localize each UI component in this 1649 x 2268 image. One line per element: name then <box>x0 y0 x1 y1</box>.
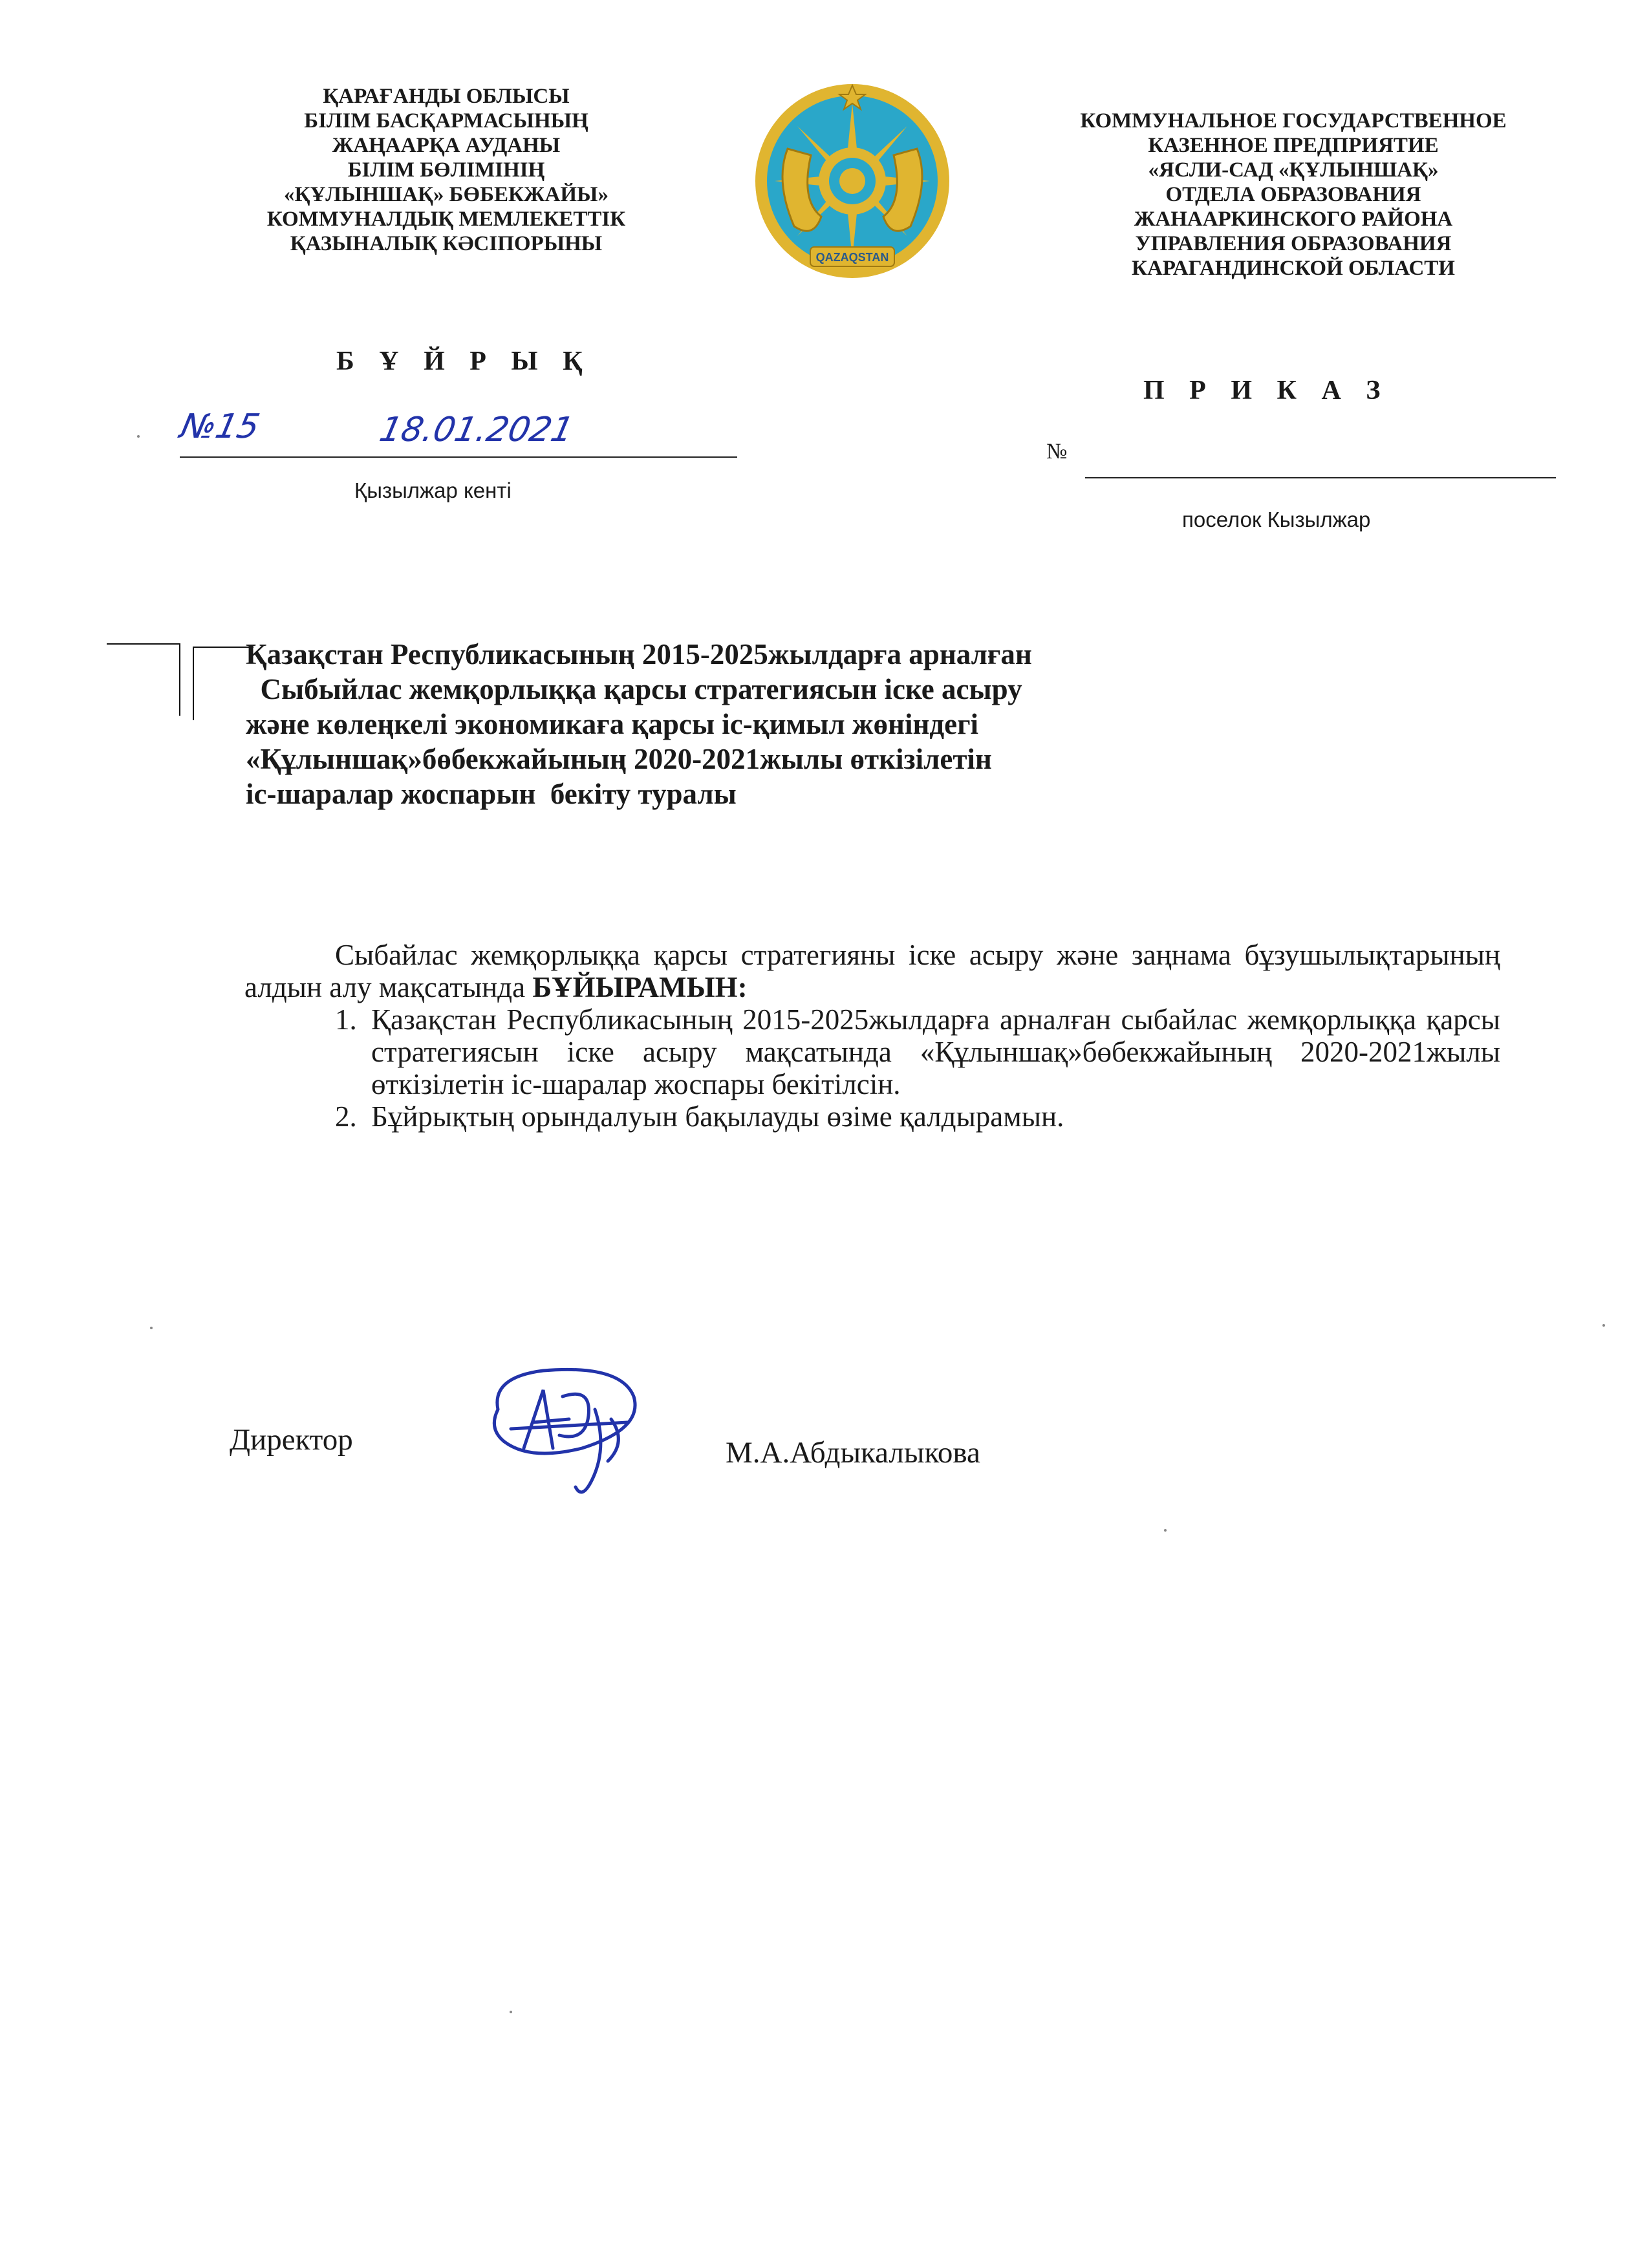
org-header-kz-line: ЖАҢААРҚА АУДАНЫ <box>332 134 561 157</box>
subject-line: және көлеңкелі экономикаға қарсы іс-қимыл жөніндегі <box>246 708 979 740</box>
org-header-kz-line: «ҚҰЛЫНШАҚ» БӨБЕКЖАЙЫ» <box>284 183 609 206</box>
place-kz: Қызылжар кенті <box>354 478 512 502</box>
list-item <box>244 1003 1500 1100</box>
order-number-line-ru <box>1085 477 1556 478</box>
handwritten-signature-icon <box>472 1358 650 1510</box>
corner-mark <box>193 647 253 720</box>
org-header-kz-line: ҚАЗЫНАЛЫҚ КӘСІПОРЫНЫ <box>290 232 603 255</box>
body-intro-text: Сыбайлас жемқорлыққа қарсы стратегияны іске асыру және заңнама бұзушылықтарының алдын алу мақсатында <box>244 939 1500 1003</box>
place-ru: поселок Кызылжар <box>1182 508 1371 531</box>
signatory-name: М.А.Абдыкалыкова <box>726 1436 980 1470</box>
subject-line: Сыбыйлас жемқорлыққа қарсы стратегиясын іске асыру <box>246 673 1022 705</box>
org-header-kz <box>239 84 653 256</box>
scan-speck <box>150 1327 153 1329</box>
handwritten-order-date: 18.01.2021 <box>376 411 577 449</box>
order-items <box>244 1003 1500 1133</box>
list-item-number: 1. <box>335 1003 357 1036</box>
org-header-ru-line: УПРАВЛЕНИЯ ОБРАЗОВАНИЯ <box>1135 232 1452 255</box>
order-subject <box>246 637 1313 811</box>
org-header-kz-line: ҚАРАҒАНДЫ ОБЛЫСЫ <box>323 85 570 108</box>
order-title-ru: П Р И К А З <box>1143 376 1390 405</box>
handwritten-order-number: №15 <box>177 407 263 446</box>
subject-line: Қазақстан Республикасының 2015-2025жылдарға арналған <box>246 638 1032 670</box>
order-title-kz: Б Ұ Й Р Ы Қ <box>336 347 592 376</box>
order-body <box>244 939 1500 1133</box>
org-header-ru-line: ОТДЕЛА ОБРАЗОВАНИЯ <box>1165 183 1421 206</box>
org-header-kz-line: БІЛІМ БӨЛІМІНІҢ <box>347 158 545 182</box>
list-item-number: 2. <box>335 1100 357 1133</box>
list-item-text: Бұйрықтың орындалуын бақылауды өзіме қалдырамын. <box>371 1100 1064 1133</box>
org-header-kz-line: БІЛІМ БАСҚАРМАСЫНЫҢ <box>304 109 588 133</box>
body-intro-bold: БҰЙЫРАМЫН: <box>532 971 748 1003</box>
kazakhstan-state-emblem-icon <box>749 78 956 291</box>
scan-speck <box>137 435 140 438</box>
org-header-ru-line: «ЯСЛИ-САД «ҚҰЛЫНШАҚ» <box>1148 158 1439 182</box>
subject-line: «Құлыншақ»бөбекжайының 2020-2021жылы өткізілетін <box>246 743 992 775</box>
corner-mark <box>107 643 180 716</box>
body-intro <box>244 939 1500 1003</box>
order-number-line-kz <box>180 456 737 458</box>
scan-speck <box>1164 1529 1167 1532</box>
subject-line: іс-шаралар жоспарын бекіту туралы <box>246 778 737 810</box>
scan-speck <box>510 2011 512 2013</box>
list-item <box>244 1100 1500 1133</box>
org-header-kz-line: КОММУНАЛДЫҚ МЕМЛЕКЕТТІК <box>266 208 626 231</box>
org-header-ru-line: КОММУНАЛЬНОЕ ГОСУДАРСТВЕННОЕ <box>1080 109 1507 133</box>
scan-speck <box>1602 1324 1605 1327</box>
emblem-banner-text: QAZAQSTAN <box>815 251 889 264</box>
signatory-title: Директор <box>230 1423 353 1457</box>
org-header-ru-line: КАРАГАНДИНСКОЙ ОБЛАСТИ <box>1132 257 1455 280</box>
list-item-text: Қазақстан Республикасының 2015-2025жылдарға арналған сыбайлас жемқорлыққа қарсы стратегиясын іске асыру мақсатында «Құлыншақ»бөбекжайының 2020-2021жылы өткізілетін іс-шаралар жоспары бекітілсін. <box>371 1003 1500 1100</box>
org-header-ru-line: ЖАНААРКИНСКОГО РАЙОНА <box>1134 208 1453 231</box>
org-header-ru <box>1022 109 1565 281</box>
org-header-ru-line: КАЗЕННОЕ ПРЕДПРИЯТИЕ <box>1148 134 1439 157</box>
order-number-label-ru: № <box>1046 440 1068 464</box>
